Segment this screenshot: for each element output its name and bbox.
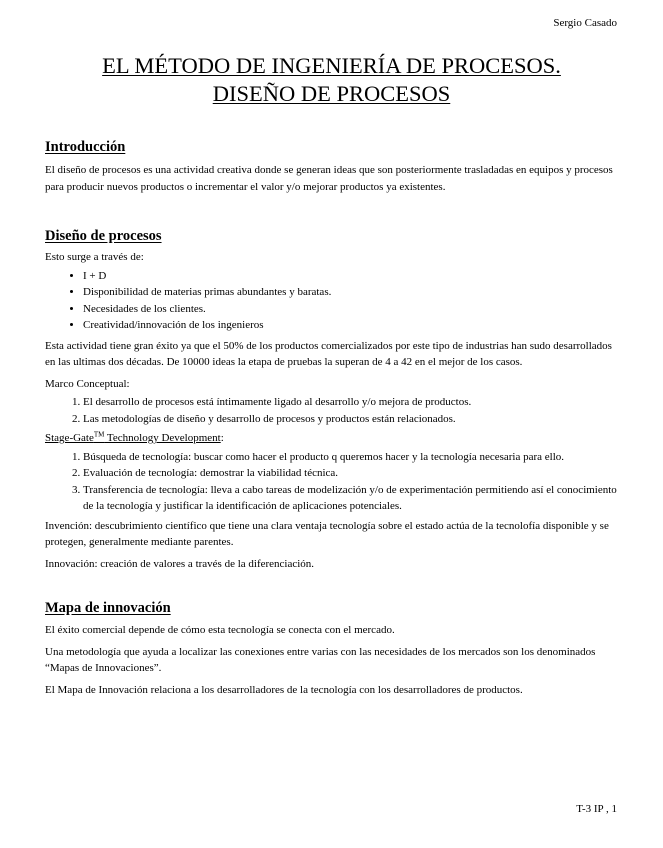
mapa-paragraph-2: Una metodología que ayuda a localizar las conexiones entre varias con las necesidades de los mercados son los denominados “Mapas de Innovaciones”. xyxy=(45,645,596,674)
innovacion-paragraph: Innovación: creación de valores a través de la diferenciación. xyxy=(45,557,315,570)
list-item: • Creatividad/innovación de los ingenieros xyxy=(83,317,620,334)
mapa-heading: Mapa de innovación xyxy=(45,600,171,616)
list-item: 2. Las metodologías de diseño y desarrollo de procesos y productos están relacionados. xyxy=(83,411,620,428)
intro-paragraph: El diseño de procesos es una actividad creativa donde se generan ideas que son posteriormente trasladadas en equipos y procesos para producir nuevos productos o incrementar el valor y/o mejorar productos ya existentes. xyxy=(45,164,613,193)
list-item: • Disponibilidad de materias primas abundantes y baratas. xyxy=(83,284,620,301)
list-item: • I + D xyxy=(83,268,620,285)
invencion-paragraph: Invención: descubrimiento científico que tiene una clara ventaja tecnología sobre el estado actúa de la tecnolofía disponible y se protegen, generalmente mediante parentes. xyxy=(45,519,609,548)
design-heading: Diseño de procesos xyxy=(45,228,162,244)
list-item: 1. Búsqueda de tecnología: buscar como hacer el producto q queremos hacer y la tecnología necesaria para ello. xyxy=(83,449,620,466)
success-paragraph: Esta actividad tiene gran éxito ya que el 50% de los productos comercializados por este tipo de industrias han sudo desarrollados en las ultimas dos décadas. De 10000 ideas la etapa de pruebas la superan de 4 a 42 en el mejor de los casos. xyxy=(45,339,612,368)
design-bullet-list xyxy=(45,268,620,334)
marco-label: Marco Conceptual: xyxy=(45,377,130,390)
author-name: Sergio Casado xyxy=(553,17,617,29)
title-line-2: DISEÑO DE PROCESOS xyxy=(212,81,451,106)
list-item: 1. El desarrollo de procesos está íntimamente ligado al desarrollo y/o mejora de productos. xyxy=(83,394,620,411)
mapa-paragraph-1: El éxito comercial depende de cómo esta tecnología se conecta con el mercado. xyxy=(45,624,395,636)
stage-gate-label xyxy=(45,430,620,447)
stage-gate-list xyxy=(45,449,620,515)
stage-gate-colon: : xyxy=(220,432,224,444)
design-lead: Esto surge a través de: xyxy=(45,251,144,263)
list-item: • Necesidades de los clientes. xyxy=(83,301,620,318)
document-body xyxy=(45,137,620,698)
stage-gate-title xyxy=(45,432,221,444)
intro-heading: Introducción xyxy=(45,139,126,155)
list-item: 2. Evaluación de tecnología: demostrar la viabilidad técnica. xyxy=(83,465,620,482)
document-title xyxy=(0,52,663,108)
stage-gate-name: Stage-Gate xyxy=(45,432,94,444)
title-line-1: EL MÉTODO DE INGENIERÍA DE PROCESOS. xyxy=(102,53,561,78)
list-item: 3. Transferencia de tecnología: lleva a cabo tareas de modelización y/o de experimentación permitiendo así el conocimiento de la tecnología y justificar la identificación de aplicaciones potenciales. xyxy=(83,482,620,515)
page-number: T-3 IP , 1 xyxy=(576,803,617,815)
stage-gate-rest: Technology Development xyxy=(104,432,221,444)
trademark-mark: TM xyxy=(93,430,105,439)
mapa-paragraph-3: El Mapa de Innovación relaciona a los desarrolladores de la tecnología con los desarrolladores de productos. xyxy=(45,683,523,696)
marco-list xyxy=(45,394,620,427)
